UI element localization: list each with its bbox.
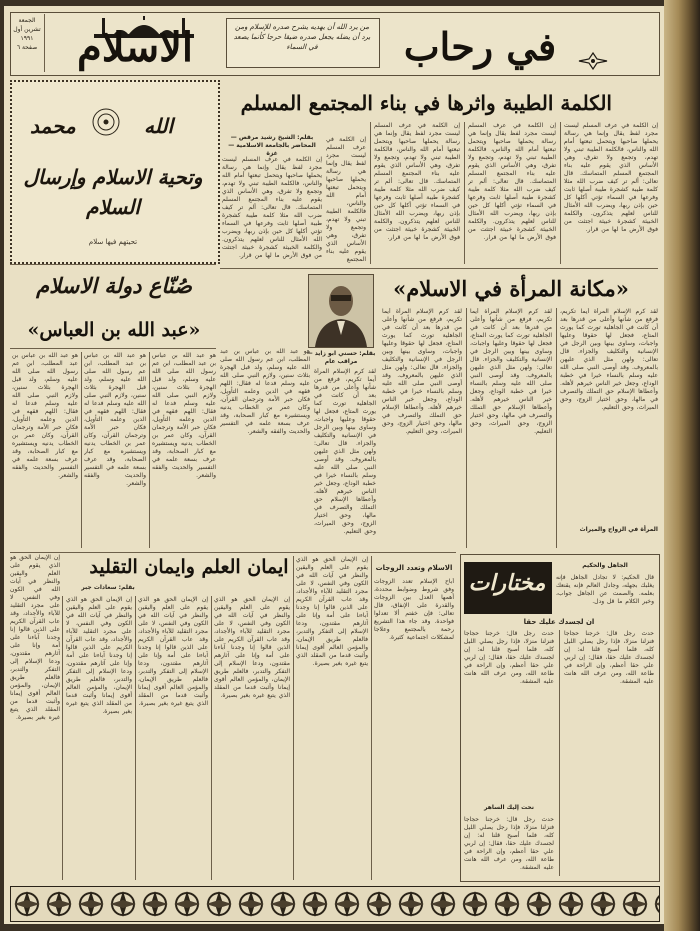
- mukhtarat-col-3: حدث رجل قال: خرجنا حجاجا فنزلنا منزلا، فإذا رجل يصلي الليل كله، فلما أصبح قلنا له: إن لجسدك عليك حقا، فقال: إن لربي علي حقا أعظم، وإن الراحة في طاعة الله، ومن عرف الله هانت عليه المشقة.: [464, 816, 554, 871]
- masthead-title: الاسلام: [76, 24, 194, 71]
- binding-spine: [664, 0, 700, 931]
- faith-col-3: إن الإيمان الحق هو الذي يقوم على العلم واليقين والنظر في آيات الله في الكون وفي النفس، لا على مجرد التقليد للآباء والأجداد، وقد عاب القرآن الكريم على الذين قالوا إنا وجدنا آباءنا على أمة وإنا على آثارهم مقتدون، ودعا الإسلام إلى التفكر والتدبر، فالعلم طريق الإيمان، والمؤمن العالم أقوى إيمانا وأثبت قدما من المقلد الذي يتبع غيره بغير بصيرة.: [138, 596, 208, 707]
- woman-col-2: لقد كرم الإسلام المرأة أيما تكريم، فرفع من شأنها وأعلى من قدرها بعد أن كانت في الجاهلية تورث كما يورث المتاع، فجعل لها حقوقا وعليها واجبات، وساوى بينها وبين الرجل في الإنسانية والتكليف والجزاء. قال تعالى: ولهن مثل الذي عليهن بالمعروف. وقد أوصى النبي صلى الله عليه وسلم بالنساء خيرا في خطبة الوداع، وجعل خير الناس خيرهم لأهله. وأعطاها الإسلام حق التملك والتصرف في مالها، وحق اختيار الزوج، وحق الميراث، وحق التعليم.: [470, 308, 552, 435]
- arabesque-pattern: [11, 887, 659, 921]
- woman-headline: «مكانة المرأة في الاسلام»: [393, 276, 629, 301]
- woman-col-1: لقد كرم الإسلام المرأة أيما تكريم، فرفع من شأنها وأعلى من قدرها بعد أن كانت في الجاهلية تورث كما يورث المتاع، فجعل لها حقوقا وعليها واجبات، وساوى بينها وبين الرجل في الإنسانية والتكليف والجزاء. قال تعالى: ولهن مثل الذي عليهن بالمعروف. وقد أوصى النبي صلى الله عليه وسلم بالنساء خيرا في خطبة الوداع، وجعل خير الناس خيرهم لأهله. وأعطاها الإسلام حق التملك والتصرف في مالها، وحق اختيار الزوج، وحق الميراث، وحق التعليم.: [560, 308, 658, 411]
- woman-byline: بقلم: حسني ابو زايد — مراقب عام: [306, 350, 376, 365]
- kalima-headline: الكلمة الطيبة واثرها في بناء المجتمع المسلم: [240, 91, 612, 115]
- rosette-icon: [90, 106, 122, 138]
- faith-headline: ايمان العلم وايمان التقليد: [89, 556, 289, 578]
- abdullah-col-2: هو عبد الله بن عباس بن عبد المطلب، ابن عم رسول الله صلى الله عليه وسلم، ولد قبل الهجرة بثلاث سنين، ولازم النبي صلى الله عليه وسلم فدعا له فقال: اللهم فقهه في الدين وعلمه التأويل، فكان حبر الأمة وترجمان القرآن، وكان عمر بن الخطاب يدنيه ويستشيره مع كبار الصحابة، وقد عرف بسعة علمه في التفسير والحديث والفقه والشعر.: [84, 352, 146, 487]
- faith-byline: بقلم: سعادات جبر: [81, 584, 135, 591]
- kalima-col-2: إن الكلمة في عرف المسلم ليست مجرد لفظ يقال وإنما هي رسالة يحملها صاحبها ويتحمل تبعتها أمام الله والناس، فالكلمة الطيبة تبني ولا تهدم، وتجمع ولا تفرق، وهي الأساس الذي يقوم عليه بناء المجتمع المسلم المتماسك. قال تعالى: ألم تر كيف ضرب الله مثلا كلمة طيبة كشجرة طيبة أصلها ثابت وفرعها في السماء تؤتي أكلها كل حين بإذن ربها، ويضرب الله الأمثال للناس لعلهم يتذكرون. والكلمة الخبيثة كشجرة خبيثة اجتثت من فوق الأرض ما لها من قرار.: [468, 122, 556, 241]
- marriage-title: الاسلام وتعدد الزوجات: [375, 564, 453, 572]
- section-title: في رحاب: [403, 24, 557, 69]
- mukhtarat-subtitle: ان لجسدك عليك حقا: [523, 618, 595, 626]
- abdullah-col-1: هو عبد الله بن عباس بن عبد المطلب، ابن عم رسول الله صلى الله عليه وسلم، ولد قبل الهجرة بثلاث سنين، ولازم النبي صلى الله عليه وسلم فدعا له فقال: اللهم فقهه في الدين وعلمه التأويل، فكان حبر الأمة وترجمان القرآن، وكان عمر بن الخطاب يدنيه ويستشيره مع كبار الصحابة، وقد عرف بسعة علمه في التفسير والحديث والفقه والشعر.: [152, 352, 216, 479]
- woman-col-3: لقد كرم الإسلام المرأة أيما تكريم، فرفع من شأنها وأعلى من قدرها بعد أن كانت في الجاهلية تورث كما يورث المتاع، فجعل لها حقوقا وعليها واجبات، وساوى بينها وبين الرجل في الإنسانية والتكليف والجزاء. قال تعالى: ولهن مثل الذي عليهن بالمعروف. وقد أوصى النبي صلى الله عليه وسلم بالنساء خيرا في خطبة الوداع، وجعل خير الناس خيرهم لأهله. وأعطاها الإسلام حق التملك والتصرف في مالها، وحق اختيار الزوج، وحق الميراث، وحق التعليم.: [382, 308, 462, 435]
- faith-col-2: إن الإيمان الحق هو الذي يقوم على العلم واليقين والنظر في آيات الله في الكون وفي النفس، لا على مجرد التقليد للآباء والأجداد، وقد عاب القرآن الكريم على الذين قالوا إنا وجدنا آباءنا على أمة وإنا على آثارهم مقتدون، ودعا الإسلام إلى التفكر والتدبر، فالعلم طريق الإيمان، والمؤمن العالم أقوى إيمانا وأثبت قدما من المقلد الذي يتبع غيره بغير بصيرة.: [66, 596, 132, 715]
- page-number: صفحة ٦: [16, 44, 38, 51]
- kalima-col-3: إن الكلمة في عرف المسلم ليست مجرد لفظ يقال وإنما هي رسالة يحملها صاحبها ويتحمل تبعتها أمام الله والناس، فالكلمة الطيبة تبني ولا تهدم، وتجمع ولا تفرق، وهي الأساس الذي يقوم عليه بناء المجتمع المسلم المتماسك. قال تعالى: ألم تر كيف ضرب الله مثلا كلمة طيبة كشجرة طيبة أصلها ثابت وفرعها في السماء تؤتي أكلها كل حين بإذن ربها، ويضرب الله الأمثال للناس لعلهم يتذكرون. والكلمة الخبيثة كشجرة خبيثة اجتثت من فوق الأرض ما لها من قرار.: [374, 122, 460, 241]
- side-caption: الجاهل والحكيم: [582, 562, 628, 569]
- star-ornament-icon: [578, 52, 608, 70]
- marriage-body: أباح الإسلام تعدد الزوجات وفق شروط وضوابط محددة، أهمها العدل بين الزوجات والقدرة على الإنفاق، قال تعالى: فإن خفتم ألا تعدلوا فواحدة. وقد جاء هذا التشريع رحمة بالمجتمع وعلاجا لمشكلات اجتماعية كثيرة.: [374, 578, 454, 641]
- calligraphy-muhammad: محمد: [30, 114, 76, 138]
- calligraphy-main: وتحية الاسلام وإرسال السلام: [23, 165, 203, 219]
- portrait-figure: [309, 275, 373, 347]
- author-photo: [308, 274, 374, 348]
- mukhtarat-caption: نحت إليك الساهر: [483, 804, 534, 811]
- kalima-col-1: إن الكلمة في عرف المسلم ليست مجرد لفظ يقال وإنما هي رسالة يحملها صاحبها ويتحمل تبعتها أمام الله والناس، فالكلمة الطيبة تبني ولا تهدم، وتجمع ولا تفرق، وهي الأساس الذي يقوم عليه بناء المجتمع المسلم المتماسك. قال تعالى: ألم تر كيف ضرب الله مثلا كلمة طيبة كشجرة طيبة أصلها ثابت وفرعها في السماء تؤتي أكلها كل حين بإذن ربها، ويضرب الله الأمثال للناس لعلهم يتذكرون. والكلمة الخبيثة كشجرة خبيثة اجتثت من فوق الأرض ما لها من قرار.: [564, 122, 658, 233]
- faith-col-5: إن الإيمان الحق هو الذي يقوم على العلم واليقين والنظر في آيات الله في الكون وفي النفس، لا على مجرد التقليد للآباء والأجداد، وقد عاب القرآن الكريم على الذين قالوا إنا وجدنا آباءنا على أمة وإنا على آثارهم مقتدون، ودعا الإسلام إلى التفكر والتدبر، فالعلم طريق الإيمان، والمؤمن العالم أقوى إيمانا وأثبت قدما من المقلد الذي يتبع غيره بغير بصيرة.: [296, 556, 368, 667]
- calligraphy-allah: الله: [144, 114, 173, 138]
- kalima-col-4: إن الكلمة في عرف المسلم ليست مجرد لفظ يقال وإنما هي رسالة يحملها صاحبها ويتحمل تبعتها أمام الله والناس، فالكلمة الطيبة تبني ولا تهدم، وتجمع ولا تفرق، وهي الأساس الذي يقوم عليه بناء المجتمع: [326, 136, 366, 263]
- side-body: قال الحكيم: لا تجادل الجاهل فإنه يغلبك بجهله، وجادل العالم فإنه يقنعك بعلمه. والصمت عن الجاهل جواب، وخير الكلام ما قل ودل.: [556, 574, 654, 605]
- kalima-byline: بقلم: الشيخ رشيد مرقص — المحاضر بالجامعة الاسلامية — غزة: [228, 134, 316, 157]
- newspaper-page: [4, 6, 664, 924]
- date-box: [12, 16, 42, 52]
- woman-col-4: لقد كرم الإسلام المرأة أيما تكريم، فرفع من شأنها وأعلى من قدرها بعد أن كانت في الجاهلية تورث كما يورث المتاع، فجعل لها حقوقا وعليها واجبات، وساوى بينها وبين الرجل في الإنسانية والتكليف والجزاء. قال تعالى: ولهن مثل الذي عليهن بالمعروف. وقد أوصى النبي صلى الله عليه وسلم بالنساء خيرا في خطبة الوداع، وجعل خير الناس خيرهم لأهله. وأعطاها الإسلام حق التملك والتصرف في مالها، وحق اختيار الزوج، وحق الميراث، وحق التعليم.: [314, 368, 376, 535]
- faith-col-4: إن الإيمان الحق هو الذي يقوم على العلم واليقين والنظر في آيات الله في الكون وفي النفس، لا على مجرد التقليد للآباء والأجداد، وقد عاب القرآن الكريم على الذين قالوا إنا وجدنا آباءنا على أمة وإنا على آثارهم مقتدون، ودعا الإسلام إلى التفكر والتدبر، فالعلم طريق الإيمان، والمؤمن العالم أقوى إيمانا وأثبت قدما من المقلد الذي يتبع غيره بغير بصيرة.: [214, 596, 290, 699]
- date-day: الجمعة: [18, 17, 36, 24]
- abdullah-headline: «عبد الله بن العباس»: [27, 319, 201, 341]
- woman-caption: المرأة في الزواج والميراث: [579, 526, 658, 533]
- kalima-col-5: إن الكلمة في عرف المسلم ليست مجرد لفظ يقال وإنما هي رسالة يحملها صاحبها ويتحمل تبعتها أمام الله والناس، فالكلمة الطيبة تبني ولا تهدم، وتجمع ولا تفرق، وهي الأساس الذي يقوم عليه بناء المجتمع المسلم المتماسك. قال تعالى: ألم تر كيف ضرب الله مثلا كلمة طيبة كشجرة طيبة أصلها ثابت وفرعها في السماء تؤتي أكلها كل حين بإذن ربها، ويضرب الله الأمثال للناس لعلهم يتذكرون. والكلمة الخبيثة كشجرة خبيثة اجتثت من فوق الأرض ما لها من قرار.: [222, 156, 322, 259]
- date-year: ١٩٩١: [20, 35, 34, 42]
- date-month: تشرين أول: [13, 26, 41, 33]
- series-title: صُنّاع دولة الاسلام: [36, 273, 192, 298]
- mukhtarat-col-2: حدث رجل قال: خرجنا حجاجا فنزلنا منزلا، فإذا رجل يصلي الليل كله، فلما أصبح قلنا له: إن لجسدك عليك حقا، فقال: إن لربي علي حقا أعظم، وإن الراحة في طاعة الله، ومن عرف الله هانت عليه المشقة.: [464, 630, 554, 685]
- mukhtarat-title: مختارات: [468, 570, 546, 596]
- ornamental-border: [10, 886, 660, 922]
- abdullah-col-4: هو عبد الله بن عباس بن عبد المطلب، ابن عم رسول الله صلى الله عليه وسلم، ولد قبل الهجرة بثلاث سنين، ولازم النبي صلى الله عليه وسلم فدعا له فقال: اللهم فقهه في الدين وعلمه التأويل، فكان حبر الأمة وترجمان القرآن، وكان عمر بن الخطاب يدنيه ويستشيره مع كبار الصحابة، وقد عرف بسعة علمه في التفسير والحديث والفقه والشعر.: [220, 348, 310, 435]
- quran-verse: من يرد الله أن يهديه يشرح صدره للإسلام ومن يرد أن يضله يجعل صدره ضيقا حرجا كأنما يصعد في السماء: [233, 23, 371, 51]
- abdullah-col-3: هو عبد الله بن عباس بن عبد المطلب، ابن عم رسول الله صلى الله عليه وسلم، ولد قبل الهجرة بثلاث سنين، ولازم النبي صلى الله عليه وسلم فدعا له فقال: اللهم فقهه في الدين وعلمه التأويل، فكان حبر الأمة وترجمان القرآن، وكان عمر بن الخطاب يدنيه ويستشيره مع كبار الصحابة، وقد عرف بسعة علمه في التفسير والحديث والفقه والشعر.: [12, 352, 78, 479]
- mukhtarat-col-1: حدث رجل قال: خرجنا حجاجا فنزلنا منزلا، فإذا رجل يصلي الليل كله، فلما أصبح قلنا له: إن لجسدك عليك حقا، فقال: إن لربي علي حقا أعظم، وإن الراحة في طاعة الله، ومن عرف الله هانت عليه المشقة.: [564, 630, 654, 685]
- faith-col-1: إن الإيمان الحق هو الذي يقوم على العلم واليقين والنظر في آيات الله في الكون وفي النفس، لا على مجرد التقليد للآباء والأجداد، وقد عاب القرآن الكريم على الذين قالوا إنا وجدنا آباءنا على أمة وإنا على آثارهم مقتدون، ودعا الإسلام إلى التفكر والتدبر، فالعلم طريق الإيمان، والمؤمن العالم أقوى إيمانا وأثبت قدما من المقلد الذي يتبع غيره بغير بصيرة.: [10, 554, 60, 721]
- calligraphy-caption: تحيتهم فيها سلام: [88, 238, 138, 246]
